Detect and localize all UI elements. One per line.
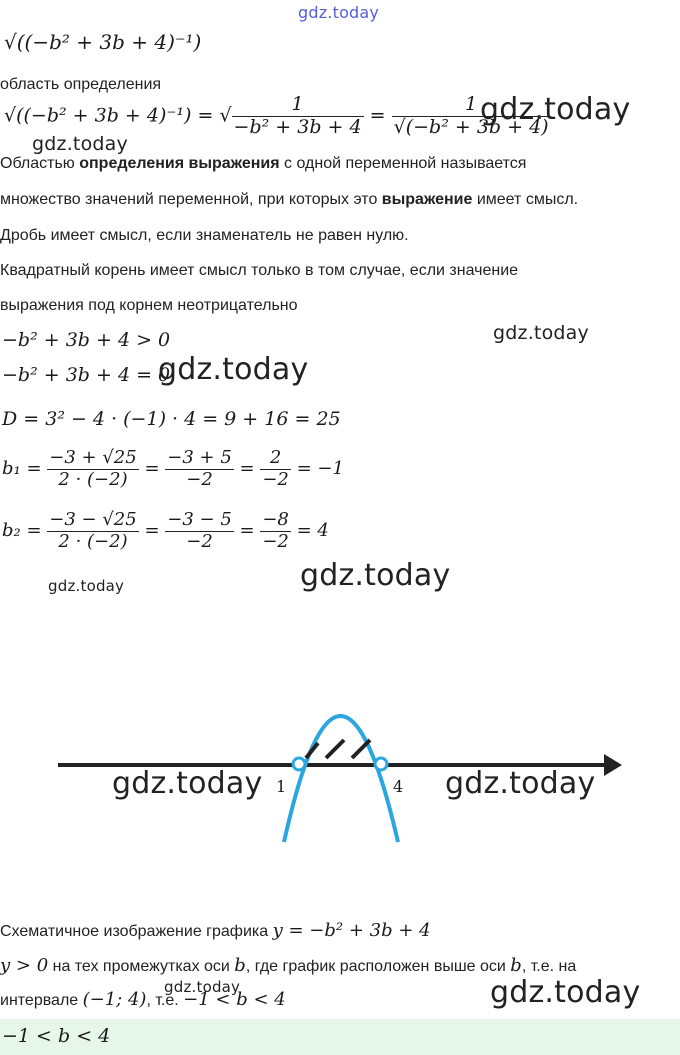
watermark-9: gdz.today — [164, 978, 241, 996]
transform-frac-1: $\frac{1}{\text{−b² + 3b + 4}}$ — [233, 93, 362, 138]
watermark-4: gdz.today — [158, 352, 309, 387]
watermark-8: gdz.today — [445, 766, 596, 801]
answer-text: −1 < b < 4 — [2, 1025, 111, 1047]
watermark-2: gdz.today — [32, 133, 128, 155]
watermark-6: gdz.today — [300, 558, 451, 593]
watermark-7: gdz.today — [112, 766, 263, 801]
transform-left: √((−b² + 3b + 4)⁻¹) = √ — [4, 104, 232, 127]
watermark-5: gdz.today — [48, 577, 125, 595]
main-expression: √((−b² + 3b + 4)⁻¹) — [4, 30, 202, 54]
b2-frac-1: $\frac{-3 - √25}{2 \cdot (-2)}$ — [49, 509, 137, 552]
b1-frac-3: $\frac{2}{-2}$ — [262, 447, 289, 490]
axis-arrowhead — [604, 754, 622, 776]
parabola-curve — [284, 716, 398, 842]
root-rule-1: Квадратный корень имеет смысл только в том случае, если значение — [0, 262, 519, 279]
root-label-right: 4 — [393, 777, 404, 796]
root-point-left — [293, 758, 305, 770]
interval-line: интервале (−1; 4), т.е. −1 < b < 4 — [0, 989, 286, 1010]
discriminant: D = 3² − 4 · (−1) · 4 = 9 + 16 = 25 — [2, 408, 341, 430]
b1-frac-1: $\frac{-3 + √25}{2 \cdot (-2)}$ — [49, 447, 137, 490]
definition-line-2: множество значений переменной, при которых это выражение имеет смысл. — [0, 191, 579, 208]
positivity-line: y > 0 на тех промежутках оси b, где график расположен выше оси b, т.е. на — [0, 955, 577, 976]
watermark-10: gdz.today — [490, 975, 641, 1010]
b1-frac-2: $\frac{-3 + 5}{-2}$ — [167, 447, 232, 490]
definition-line-1: Областью определения выражения с одной переменной называется — [0, 155, 527, 172]
root-point-right — [375, 758, 387, 770]
b2-frac-2: $\frac{-3 - 5}{-2}$ — [167, 509, 232, 552]
root-b2: b₂ = $\frac{-3 - √25}{2 \cdot (-2)}$ = $\frac{-3 - 5}{-2}$ = $\frac{-8}{-2}$ = 4 — [2, 509, 329, 552]
parabola-sketch — [0, 660, 680, 860]
watermark-1: gdz.today — [480, 92, 631, 127]
domain-transform: √((−b² + 3b + 4)⁻¹) = √ $\frac{1}{\text{−b² + 3b + 4}}$ = $\frac{1}{\text{√(−b² + 3b + 4)}}$ — [4, 93, 549, 138]
equation: −b² + 3b + 4 = 0 — [2, 364, 171, 386]
root-b1: b₁ = $\frac{-3 + √25}{2 \cdot (-2)}$ = $\frac{-3 + 5}{-2}$ = $\frac{2}{-2}$ = −1 — [2, 447, 344, 490]
root-label-left: 1 — [276, 777, 287, 796]
root-rule-2: выражения под корнем неотрицательно — [0, 297, 298, 314]
watermark-3: gdz.today — [493, 322, 589, 344]
transform-frac-2: $\frac{1}{\text{√(−b² + 3b + 4)}}$ — [393, 93, 549, 138]
watermark-top: gdz.today — [298, 3, 380, 22]
sketch-caption: Схематичное изображение графика y = −b² + 3b + 4 — [0, 920, 431, 941]
inequality: −b² + 3b + 4 > 0 — [2, 329, 171, 351]
domain-label: область определения — [0, 76, 162, 93]
b2-frac-3: $\frac{-8}{-2}$ — [262, 509, 289, 552]
fraction-rule: Дробь имеет смысл, если знаменатель не равен нулю. — [0, 227, 409, 244]
